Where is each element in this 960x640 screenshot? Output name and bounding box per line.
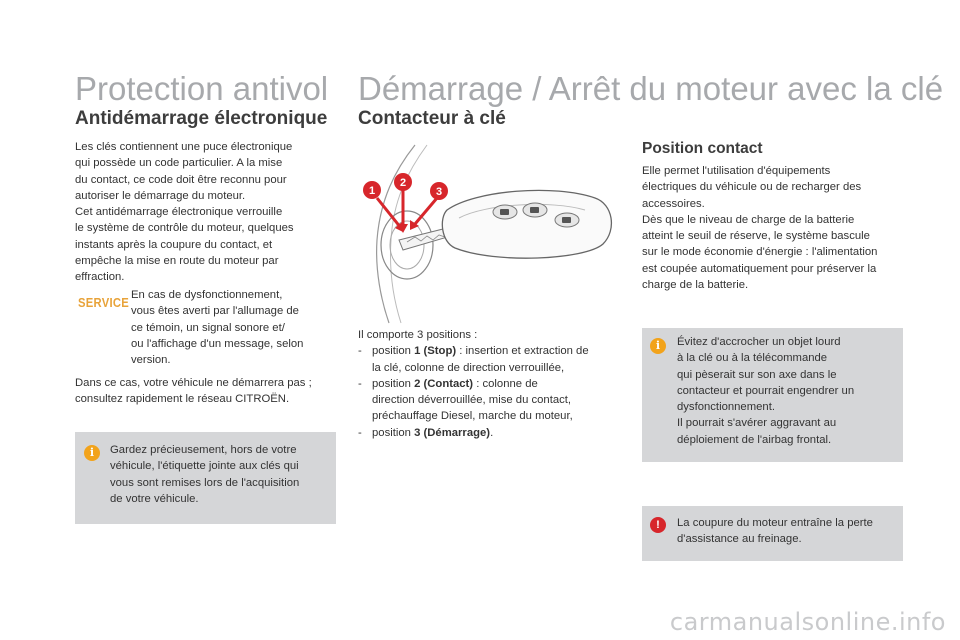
text-line: déploiement de l'airbag frontal. xyxy=(677,433,832,446)
text-line: La coupure du moteur entraîne la perte xyxy=(677,517,873,529)
position-badge-label: 1 xyxy=(368,185,376,197)
key-fob-body xyxy=(442,190,611,258)
braking-warning-box xyxy=(642,506,903,561)
text-line: à la clé ou à la télécommande xyxy=(677,352,828,365)
text-line: consultez rapidement le réseau CITROËN. xyxy=(75,393,290,406)
positions-intro: Il comporte 3 positions : xyxy=(358,329,478,341)
text-line: En cas de dysfonctionnement, xyxy=(131,289,283,301)
info-icon: i xyxy=(650,338,666,354)
text-line: sur le mode économie d'énergie : l'alimentation xyxy=(642,246,878,259)
text-line: atteint le seuil de réserve, le système bascule xyxy=(642,230,870,243)
list-item: - position 3 (Démarrage). xyxy=(358,426,494,439)
service-warning-lamp: SERVICE xyxy=(78,296,130,310)
heavy-object-info-text xyxy=(677,334,899,448)
position-items xyxy=(358,343,628,441)
text-line: effraction. xyxy=(75,271,125,284)
text-line: Il pourrait s'avérer aggravant au xyxy=(677,417,837,430)
watermark: carmanualsonline.info xyxy=(669,608,946,636)
contact-description xyxy=(642,163,912,293)
position-badge-label: 3 xyxy=(435,186,443,198)
text-line: autoriser le démarrage du moteur. xyxy=(75,189,246,202)
text-line: accessoires. xyxy=(642,197,705,210)
text-line: version. xyxy=(131,354,171,367)
text-line: du contact, ce code doit être reconnu pour xyxy=(75,173,287,186)
info-icon: i xyxy=(84,445,100,461)
text-line: qui pèserait sur son axe dans le xyxy=(677,368,837,381)
text-line: ce témoin, un signal sonore et/ xyxy=(131,321,285,334)
text-line: électriques du véhicule ou de recharger des xyxy=(642,181,862,194)
text-line: Cet antidémarrage électronique verrouille xyxy=(75,206,283,219)
position-badge-label: 2 xyxy=(399,177,407,189)
right-section-title: Contacteur à clé xyxy=(358,108,506,129)
braking-warning-text xyxy=(677,515,899,548)
service-description xyxy=(131,287,346,368)
heavy-object-info-box xyxy=(642,328,903,462)
list-item: - position 1 (Stop) : insertion et extraction de la clé, colonne de direction verrouillée, xyxy=(358,345,589,374)
text-line: instants après la coupure du contact, et xyxy=(75,238,273,251)
text-line: Elle permet l'utilisation d'équipements xyxy=(642,165,831,177)
warning-icon: ! xyxy=(650,517,666,533)
text-line: véhicule, l'étiquette jointe aux clés qui xyxy=(110,460,299,473)
text-line: est coupée automatiquement pour préserver la xyxy=(642,262,877,275)
left-section-title: Antidémarrage électronique xyxy=(75,108,328,129)
left-page-title: Protection antivol xyxy=(75,70,329,107)
label-note-box xyxy=(75,432,336,524)
arrow-position-3 xyxy=(415,198,437,224)
text-line: d'assistance au freinage. xyxy=(677,533,802,546)
text-line: Dès que le niveau de charge de la batterie xyxy=(642,213,855,226)
text-line: vous êtes averti par l'allumage de xyxy=(131,305,299,318)
text-line: Gardez précieusement, hors de votre xyxy=(110,444,297,456)
text-line: qui possède un code particulier. A la mise xyxy=(75,157,283,170)
text-line: Dans ce cas, votre véhicule ne démarrera pas ; xyxy=(75,377,312,389)
key-fob-illustration xyxy=(355,140,625,325)
text-line: vous sont remises lors de l'acquisition xyxy=(110,476,300,489)
text-line: Les clés contiennent une puce électronique xyxy=(75,141,293,153)
text-line: ou l'affichage d'un message, selon xyxy=(131,337,304,350)
text-line: de votre véhicule. xyxy=(110,492,199,505)
text-line: le système de contrôle du moteur, quelques xyxy=(75,222,294,235)
text-line: Évitez d'accrocher un objet lourd xyxy=(677,336,841,348)
no-start-advice xyxy=(75,375,350,408)
list-item: - position 2 (Contact) : colonne de direction déverrouillée, mise du contact, préchauffage Diesel, marche du moteur, xyxy=(358,377,573,423)
label-note-text xyxy=(110,442,330,507)
right-page-title: Démarrage / Arrêt du moteur avec la clé xyxy=(358,70,944,107)
contact-section-title: Position contact xyxy=(642,140,763,157)
immobiliser-description xyxy=(75,139,345,286)
text-line: empêche la mise en route du moteur par xyxy=(75,255,279,268)
text-line: dysfonctionnement. xyxy=(677,401,775,414)
positions-list xyxy=(358,327,628,441)
text-line: charge de la batterie. xyxy=(642,279,749,292)
text-line: contacteur et pourrait engendrer un xyxy=(677,384,855,397)
